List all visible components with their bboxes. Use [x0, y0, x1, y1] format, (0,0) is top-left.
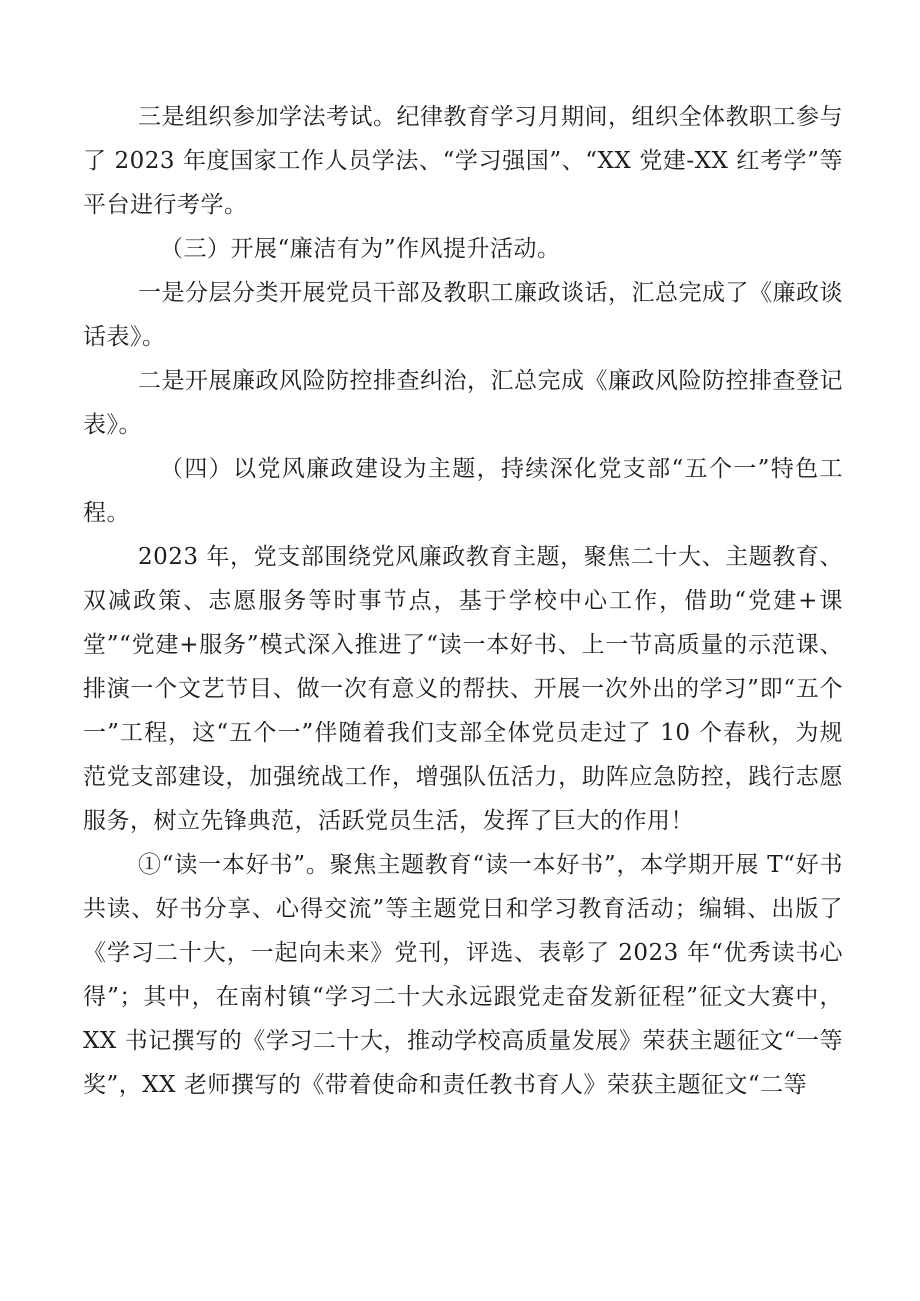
section-heading-4: （四）以党风廉政建设为主题，持续深化党支部“五个一”特色工程。 [83, 456, 843, 526]
section-heading-3: （三）开展“廉洁有为”作风提升活动。 [160, 236, 561, 262]
paragraph-read-a-book: ①“读一本好书”。聚焦主题教育“读一本好书”，本学期开展 T“好书共读、好书分享、心得交流”等主题党日和学习教育活动；编辑、出版了《学习二十大，一起向未来》党刊，评选、表彰了 2023 年“优秀读书心得”；其中，在南村镇“学习二十大永远跟党走奋发新征程”征文大赛中，XX 书记撰写的《学习二十大，推动学校高质量发展》荣获主题征文“一等奖”，XX 老师撰写的《带着使命和责任教书育人》荣获主题征文“二等 [83, 852, 843, 1098]
document-body [83, 95, 843, 1107]
paragraph-five-ones: 2023 年，党支部围绕党风廉政教育主题，聚焦二十大、主题教育、双减政策、志愿服务等时事节点，基于学校中心工作，借助“党建+课堂”“党建+服务”模式深入推进了“读一本好书、上一节高质量的示范课、排演一个文艺节目、做一次有意义的帮扶、开展一次外出的学习”即“五个一”工程，这“五个一”伴随着我们支部全体党员走过了 10 个春秋，为规范党支部建设，加强统战工作，增强队伍活力，助阵应急防控，践行志愿服务，树立先锋典范，活跃党员生活，发挥了巨大的作用！ [83, 544, 843, 834]
paragraph-law-exam: 三是组织参加学法考试。纪律教育学习月期间，组织全体教职工参与了 2023 年度国家工作人员学法、“学习强国”、“XX 党建-XX 红考学”等平台进行考学。 [83, 104, 843, 218]
paragraph-risk-control: 二是开展廉政风险防控排查纠治，汇总完成《廉政风险防控排查登记表》。 [83, 368, 843, 438]
paragraph-integrity-talk: 一是分层分类开展党员干部及教职工廉政谈话，汇总完成了《廉政谈话表》。 [83, 280, 843, 350]
